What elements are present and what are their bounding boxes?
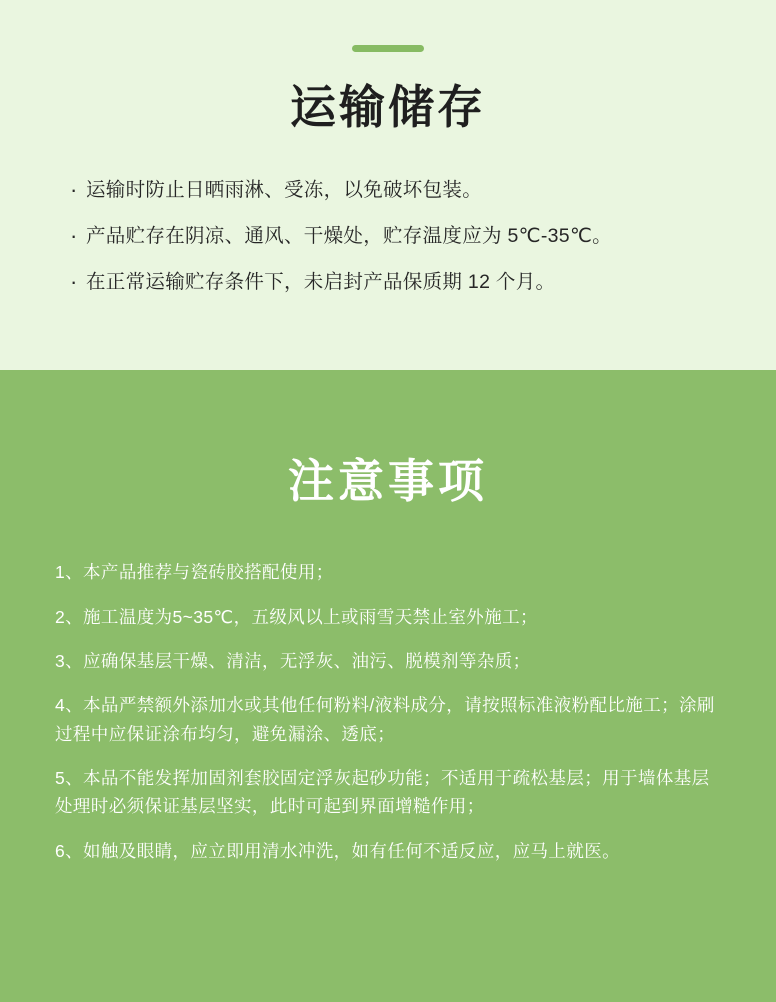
- list-item: 6、如触及眼睛，应立即用清水冲洗，如有任何不适反应，应马上就医。: [55, 840, 621, 861]
- list-item: 4、本品严禁额外添加水或其他任何粉料/液料成分，请按照标准液粉配比施工；涂刷过程中应保证涂布均匀，避免漏涂、透底；: [55, 695, 715, 744]
- precautions-section: [0, 370, 776, 1002]
- list-item: · 在正常运输贮存条件下，未启封产品保质期 12 个月。: [70, 269, 776, 295]
- storage-bullet-list: [0, 177, 776, 296]
- list-item: 3、应确保基层干燥、清洁，无浮灰、油污、脱模剂等杂质；: [55, 651, 531, 672]
- storage-section-title: 运输储存: [290, 81, 486, 133]
- list-item: · 运输时防止日晒雨淋、受冻，以免破坏包装。: [70, 177, 776, 203]
- list-item: · 产品贮存在阴凉、通风、干燥处，贮存温度应为 5℃-35℃。: [70, 223, 776, 249]
- transport-storage-section: [0, 0, 776, 370]
- list-item: 5、本品不能发挥加固剂套胶固定浮灰起砂功能；不适用于疏松基层；用于墙体基层处理时必须保证基层坚实，此时可起到界面增糙作用；: [55, 768, 710, 817]
- notes-numbered-list: [0, 558, 776, 865]
- notes-section-title: 注意事项: [288, 454, 488, 507]
- list-item: 1、本产品推荐与瓷砖胶搭配使用；: [55, 562, 334, 583]
- list-item: 2、施工温度为5~35℃，五级风以上或雨雪天禁止室外施工；: [55, 606, 538, 627]
- accent-bar-divider: [352, 45, 424, 52]
